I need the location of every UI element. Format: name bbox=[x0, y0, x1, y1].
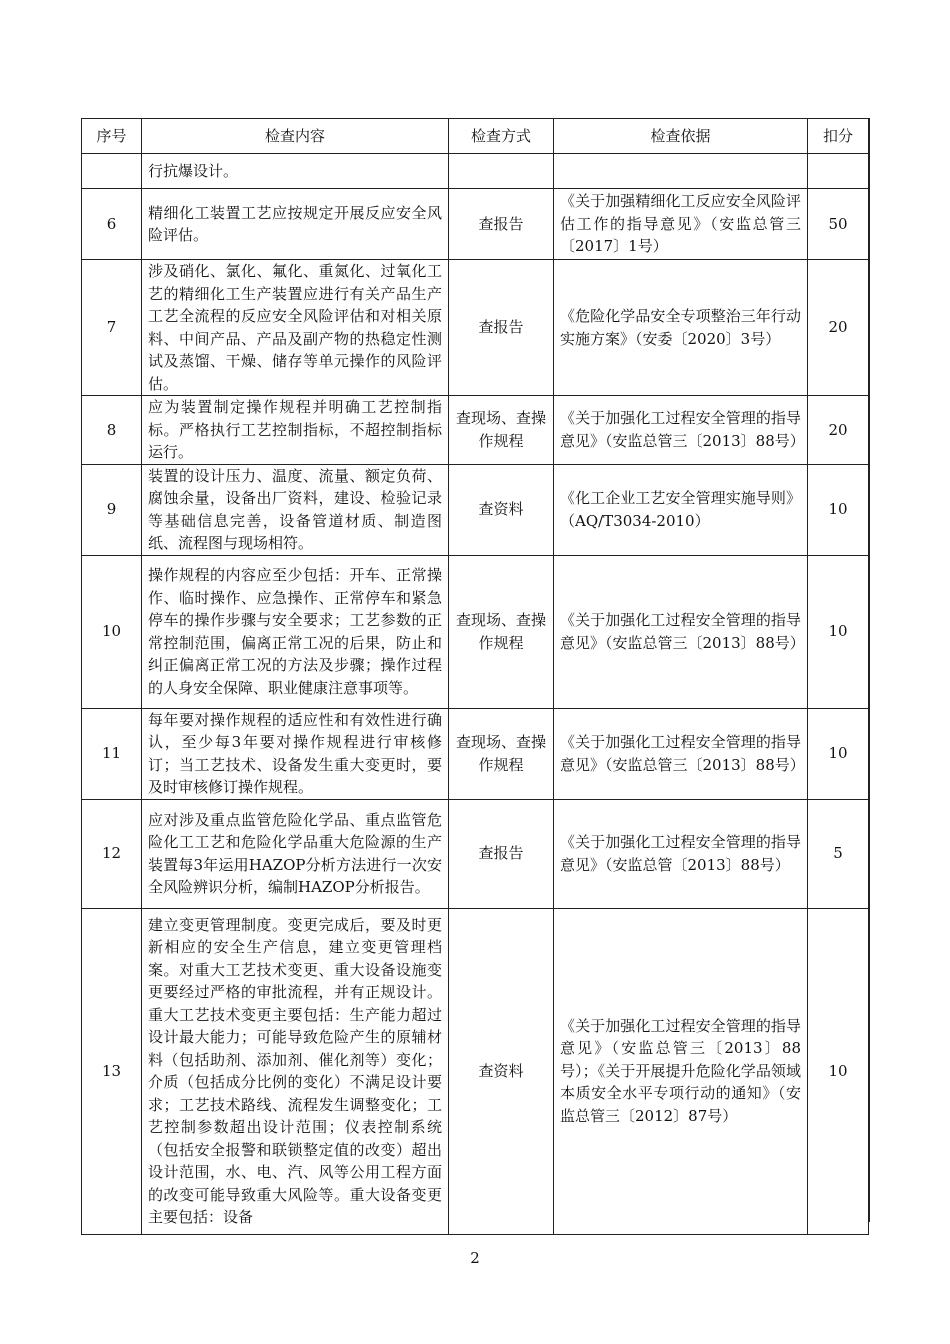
row-method: 查报告 bbox=[449, 260, 554, 396]
row-no: 8 bbox=[82, 396, 142, 465]
row-score: 10 bbox=[808, 555, 869, 708]
table-row bbox=[82, 708, 869, 799]
row-basis: 《化工企业工艺安全管理实施导则》（AQ/T3034-2010） bbox=[554, 464, 808, 555]
row-basis: 《关于加强化工过程安全管理的指导意见》（安监总管〔2013〕88号） bbox=[554, 799, 808, 908]
row-method: 查资料 bbox=[449, 908, 554, 1234]
row-score bbox=[808, 154, 869, 189]
row-content: 操作规程的内容应至少包括：开车、正常操作、临时操作、应急操作、正常停车和紧急停车的操作步骤与安全要求；工艺参数的正常控制范围，偏离正常工况的后果，防止和纠正偏离正常工况的方法及步骤；操作过程的人身安全保障、职业健康注意事项等。 bbox=[142, 555, 449, 708]
row-score: 10 bbox=[808, 708, 869, 799]
row-method: 查资料 bbox=[449, 464, 554, 555]
row-score: 10 bbox=[808, 908, 869, 1234]
row-method: 查现场、查操作规程 bbox=[449, 708, 554, 799]
table-row bbox=[82, 908, 869, 1234]
row-method bbox=[449, 154, 554, 189]
row-content: 精细化工装置工艺应按规定开展反应安全风险评估。 bbox=[142, 189, 449, 260]
row-no: 10 bbox=[82, 555, 142, 708]
row-basis: 《关于加强化工过程安全管理的指导意见》（安监总管三〔2013〕88号） bbox=[554, 555, 808, 708]
row-no: 7 bbox=[82, 260, 142, 396]
row-content: 建立变更管理制度。变更完成后，要及时更新相应的安全生产信息，建立变更管理档案。对重大工艺技术变更、重大设备设施变更要经过严格的审批流程，并有正规设计。重大工艺技术变更主要包括：生产能力超过设计最大能力；可能导致危险产生的原辅材料（包括助剂、添加剂、催化剂等）变化；介质（包括成分比例的变化）不满足设计要求；工艺技术路线、流程发生调整变化；工艺控制参数超出设计范围；仪表控制系统（包括安全报警和联锁整定值的改变）超出设计范围，水、电、汽、风等公用工程方面的改变可能导致重大风险等。重大设备变更主要包括：设备 bbox=[142, 908, 449, 1234]
row-method: 查报告 bbox=[449, 189, 554, 260]
row-content: 每年要对操作规程的适应性和有效性进行确认，至少每3年要对操作规程进行审核修订；当工艺技术、设备发生重大变更时，要及时审核修订操作规程。 bbox=[142, 708, 449, 799]
table-row bbox=[82, 464, 869, 555]
row-basis: 《危险化学品安全专项整治三年行动实施方案》（安委〔2020〕3号） bbox=[554, 260, 808, 396]
table-row bbox=[82, 555, 869, 708]
row-no: 12 bbox=[82, 799, 142, 908]
page-number: 2 bbox=[470, 1249, 480, 1267]
row-no: 11 bbox=[82, 708, 142, 799]
table-row bbox=[82, 799, 869, 908]
table-row bbox=[82, 189, 869, 260]
table-header-row bbox=[82, 119, 869, 154]
row-score: 50 bbox=[808, 189, 869, 260]
header-method: 检查方式 bbox=[449, 119, 554, 154]
row-content: 应对涉及重点监管危险化学品、重点监管危险化工工艺和危险化学品重大危险源的生产装置每3年运用HAZOP分析方法进行一次安全风险辨识分析，编制HAZOP分析报告。 bbox=[142, 799, 449, 908]
row-basis: 《关于加强化工过程安全管理的指导意见》（安监总管三〔2013〕88号） bbox=[554, 396, 808, 465]
header-score: 扣分 bbox=[808, 119, 869, 154]
row-no: 13 bbox=[82, 908, 142, 1234]
row-score: 5 bbox=[808, 799, 869, 908]
row-basis: 《关于加强化工过程安全管理的指导意见》（安监总管三〔2013〕88号） bbox=[554, 708, 808, 799]
row-basis: 《关于加强精细化工反应安全风险评估工作的指导意见》（安监总管三〔2017〕1号） bbox=[554, 189, 808, 260]
row-method: 查现场、查操作规程 bbox=[449, 396, 554, 465]
table-row bbox=[82, 260, 869, 396]
row-no bbox=[82, 154, 142, 189]
header-content: 检查内容 bbox=[142, 119, 449, 154]
header-no: 序号 bbox=[82, 119, 142, 154]
row-no: 9 bbox=[82, 464, 142, 555]
inspection-table bbox=[81, 118, 869, 1235]
row-content: 装置的设计压力、温度、流量、额定负荷、腐蚀余量，设备出厂资料，建设、检验记录等基础信息完善，设备管道材质、制造图纸、流程图与现场相符。 bbox=[142, 464, 449, 555]
table-row bbox=[82, 396, 869, 465]
row-method: 查现场、查操作规程 bbox=[449, 555, 554, 708]
row-basis bbox=[554, 154, 808, 189]
row-method: 查报告 bbox=[449, 799, 554, 908]
row-score: 20 bbox=[808, 260, 869, 396]
row-content: 应为装置制定操作规程并明确工艺控制指标。严格执行工艺控制指标，不超控制指标运行。 bbox=[142, 396, 449, 465]
row-content: 涉及硝化、氯化、氟化、重氮化、过氧化工艺的精细化工生产装置应进行有关产品生产工艺全流程的反应安全风险评估和对相关原料、中间产品、产品及副产物的热稳定性测试及蒸馏、干燥、储存等单元操作的风险评估。 bbox=[142, 260, 449, 396]
row-no: 6 bbox=[82, 189, 142, 260]
table-row bbox=[82, 154, 869, 189]
header-basis: 检查依据 bbox=[554, 119, 808, 154]
row-score: 10 bbox=[808, 464, 869, 555]
row-basis: 《关于加强化工过程安全管理的指导意见》（安监总管三〔2013〕88号）；《关于开展提升危险化学品领域本质安全水平专项行动的通知》（安监总管三〔2012〕87号） bbox=[554, 908, 808, 1234]
row-score: 20 bbox=[808, 396, 869, 465]
row-content: 行抗爆设计。 bbox=[142, 154, 449, 189]
table-right-rule bbox=[869, 118, 870, 1222]
